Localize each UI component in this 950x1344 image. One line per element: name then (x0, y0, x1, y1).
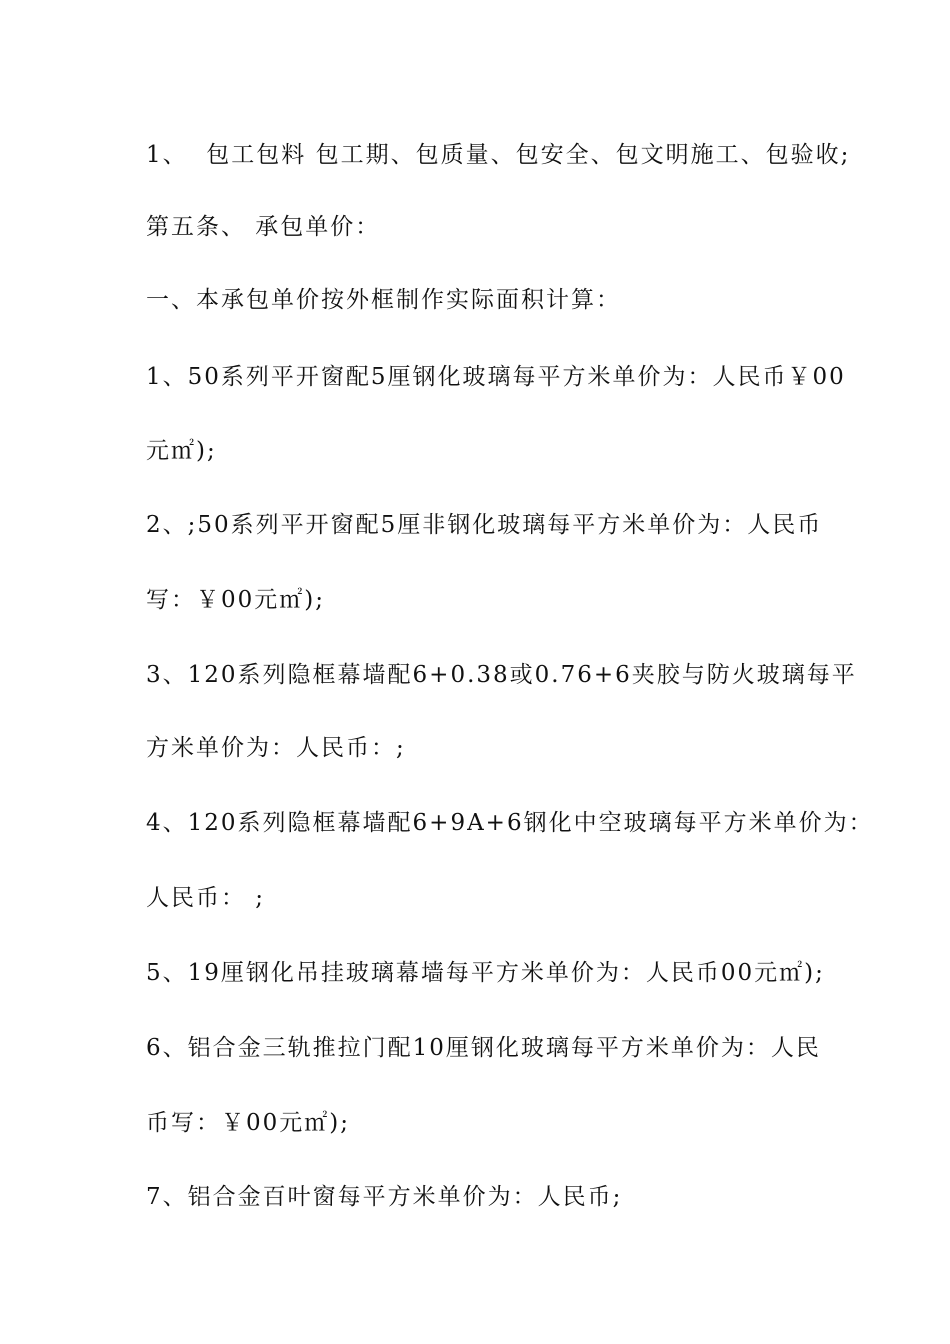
price-item-2: 2、;50系列平开窗配5厘非钢化玻璃每平方米单价为：人民币 (146, 512, 823, 538)
price-item-6: 6、铝合金三轨推拉门配10厘钢化玻璃每平方米单价为：人民 (146, 1035, 821, 1061)
price-item-2-cont: 写：￥00元㎡); (146, 587, 325, 613)
price-item-4: 4、120系列隐框幕墙配6+9A+6钢化中空玻璃每平方米单价为： (146, 810, 874, 836)
price-item-7: 7、铝合金百叶窗每平方米单价为：人民币; (146, 1184, 623, 1210)
price-item-3: 3、120系列隐框幕墙配6+0.38或0.76+6夹胶与防火玻璃每平 (146, 662, 857, 688)
price-item-1: 1、50系列平开窗配5厘钢化玻璃每平方米单价为：人民币￥00 (146, 364, 846, 390)
price-item-6-cont: 币写：￥00元㎡); (146, 1110, 350, 1136)
subsection-heading: 一、本承包单价按外框制作实际面积计算： (146, 287, 621, 313)
price-item-1-cont: 元㎡); (146, 438, 217, 464)
clause-line-1: 1、 包工包料 包工期、包质量、包安全、包文明施工、包验收; (146, 142, 851, 168)
price-item-5: 5、19厘钢化吊挂玻璃幕墙每平方米单价为：人民币00元㎡); (146, 960, 825, 986)
section-heading-5: 第五条、 承包单价： (146, 214, 381, 240)
price-item-4-cont: 人民币： ; (146, 885, 266, 911)
price-item-3-cont: 方米单价为：人民币：; (146, 735, 406, 761)
